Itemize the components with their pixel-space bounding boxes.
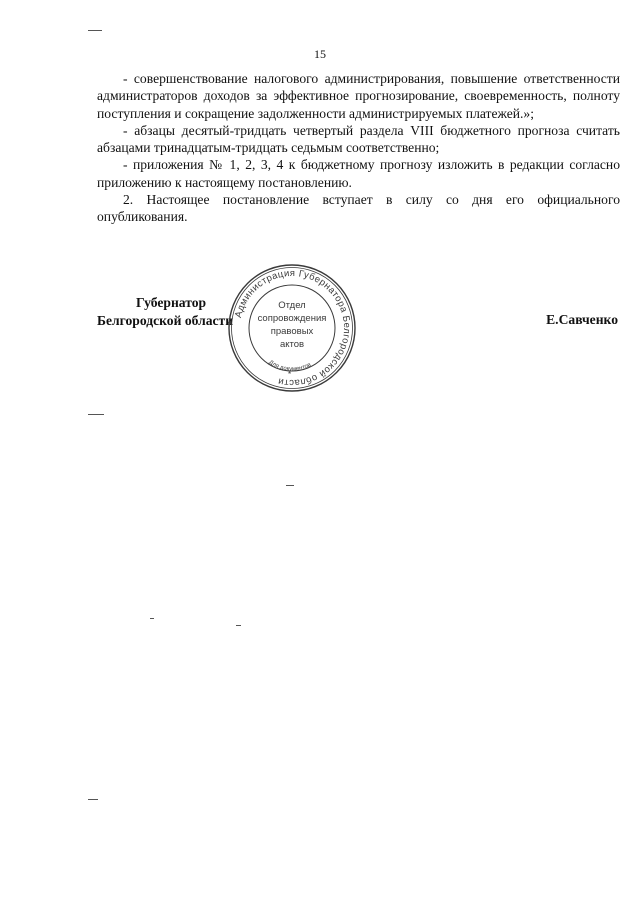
- scan-speck: [286, 485, 294, 486]
- page-number: 15: [314, 47, 326, 61]
- paragraph-section-viii: - абзацы десятый-тридцать четвертый раздела VIII бюджетного прогноза считать абзацами тринадцатым-тридцать седьмым соответственно;: [97, 122, 620, 156]
- signature-title-line2: Белгородской области: [97, 313, 234, 328]
- paragraph-appendices: - приложения № 1, 2, 3, 4 к бюджетному прогнозу изложить в редакции согласно приложению к настоящему постановлению.: [97, 157, 620, 190]
- scan-speck: [88, 30, 102, 31]
- scan-speck: [236, 625, 241, 626]
- paragraph-tax-administration: - совершенствование налогового администрирования, повышение ответственности администраторов доходов за эффективное прогнозирование, своевременность, полноту поступления и сокращение задолженности администрируемых платежей.»;: [97, 71, 620, 121]
- stamp-star: *: [288, 370, 292, 379]
- scan-speck: [88, 799, 98, 800]
- stamp-bottom-text: Для документов: [267, 359, 313, 373]
- stamp-center-line2: сопровождения: [257, 313, 327, 324]
- stamp-center-line1: Отдел: [278, 300, 306, 311]
- scan-speck: [150, 618, 154, 619]
- stamp-center-line3: правовых: [270, 326, 314, 337]
- stamp-center-line4: актов: [279, 339, 305, 350]
- stamp-ring-text: Администрация Губернатора Белгородской области: [233, 267, 353, 389]
- paragraph-effective-date: 2. Настоящее постановление вступает в силу со дня его официального опубликования.: [97, 192, 620, 225]
- official-stamp: [226, 262, 358, 394]
- signature-title-line1: Губернатор: [136, 295, 207, 310]
- signature-title: [97, 294, 233, 330]
- signature-name: Е.Савченко: [546, 312, 618, 327]
- stamp-seal-icon: [226, 262, 358, 394]
- body-text: [97, 70, 620, 226]
- scan-speck: [88, 414, 104, 415]
